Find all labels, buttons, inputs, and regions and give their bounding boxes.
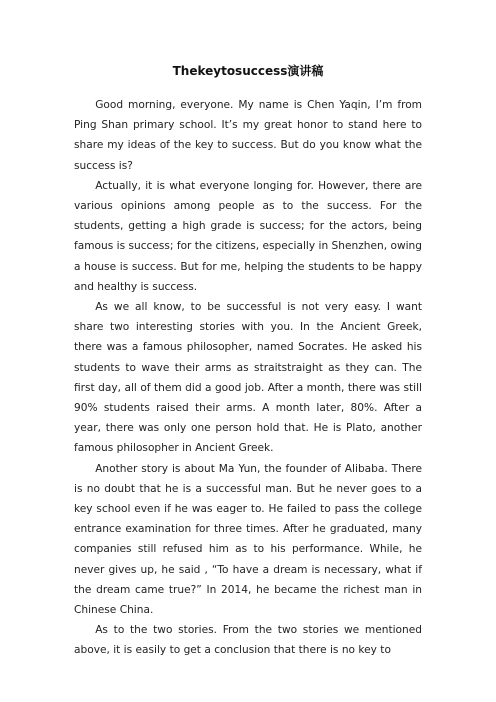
paragraph-story-socrates: As we all know, to be successful is not very easy. I want share two interesting stories with you. In the Ancient Greek, there was a famous philosopher, named Socrates. He asked his students to wave their arms as straitstraight as they can. The first day, all of them did a good job. After a month, there was still 90% students raised their arms. A month later, 80%. After a year, there was only one person hold that. He is Plato, another famous philosopher in Ancient Greek. <box>74 301 422 455</box>
paragraph-story-ma-yun: Another story is about Ma Yun, the founder of Alibaba. There is no doubt that he is a successful man. But he never goes to a key school even if he was eager to. He failed to pass the college entrance examination for three times. After he graduated, many companies still refused him as to his performance. While, he never gives up, he said , “To have a dream is necessary, what if the dream came true?” In 2014, he became the richest man in Chinese China. <box>74 462 422 617</box>
paragraph-definition: Actually, it is what everyone longing for. However, there are various opinions among people as to the success. For the students, getting a high grade is success; for the actors, being famous is success; for the citizens, especially in Shenzhen, owing a house is success. But for me, helping the students to be happy and healthy is success. <box>74 179 422 293</box>
document-body <box>74 95 422 661</box>
paragraph-greeting: Good morning, everyone. My name is Chen Yaqin, I’m from Ping Shan primary school. It’s my great honor to stand here to share my ideas of the key to success. But do you know what the success is? <box>74 99 422 172</box>
paragraph-conclusion: As to the two stories. From the two stories we mentioned above, it is easily to get a conclusion that there is no key to <box>74 624 422 657</box>
document-title: Thekeytosuccess演讲稿 <box>172 64 324 78</box>
